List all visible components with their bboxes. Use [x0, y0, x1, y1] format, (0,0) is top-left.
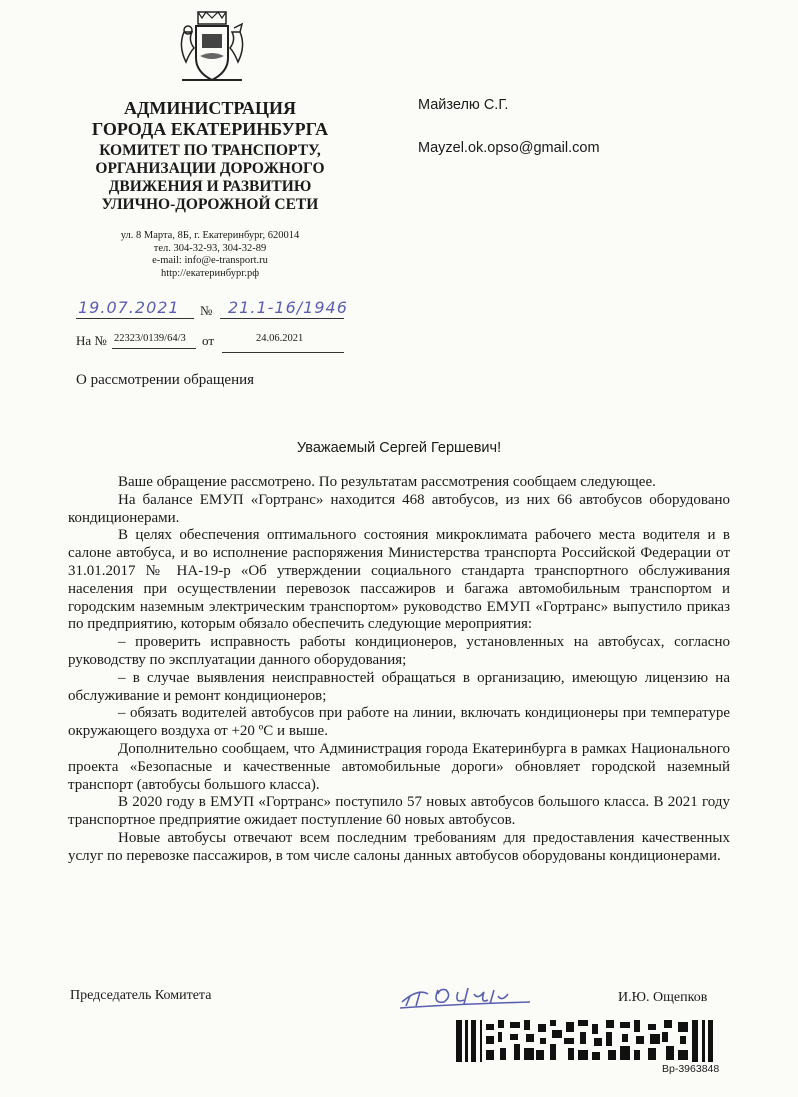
subject-line: О рассмотрении обращения	[76, 372, 255, 388]
document-code: Вр-3963848	[662, 1063, 720, 1075]
address: ул. 8 Марта, 8Б, г. Екатеринбург, 620014	[120, 230, 300, 241]
ref-date-line	[222, 352, 344, 353]
ref-label: На №	[76, 333, 107, 348]
greeting: Уважаемый Сергей Гершевич!	[296, 440, 502, 456]
barcode-icon	[456, 1018, 736, 1064]
outgoing-date: 19.07.2021	[78, 298, 180, 317]
ref-number-line	[112, 348, 196, 349]
letter-body	[68, 474, 730, 866]
ref-from-label: от	[202, 333, 215, 348]
website: http://екатеринбург.рф	[160, 267, 260, 279]
body-paragraph: В 2020 году в ЕМУП «Гортранс» поступило 57 новых автобусов большого класса. В 2021 году транспортное предприятие ожидает поступление 60 новых автобусов.	[68, 794, 730, 829]
handwritten-signature	[398, 980, 538, 1010]
outgoing-number: 21.1-16/1946	[228, 298, 348, 317]
committee-line: УЛИЧНО-ДОРОЖНОЙ СЕТИ	[101, 196, 319, 213]
body-paragraph: – проверить исправность работы кондиционеров, установленных на автобусах, согласно руководству по эксплуатации данного оборудования;	[68, 634, 730, 668]
committee-line: КОМИТЕТ ПО ТРАНСПОРТУ,	[99, 142, 321, 159]
date-line	[76, 318, 194, 319]
org-title-line1: АДМИНИСТРАЦИЯ	[123, 98, 297, 118]
body-paragraph: – в случае выявления неисправностей обращаться в организацию, имеющую лицензию на обслуживание и ремонт кондиционеров;	[68, 669, 730, 704]
body-paragraph: Новые автобусы отвечают всем последним требованиям для предоставления качественных услуг по перевозке пассажиров, в том числе салоны данных автобусов оборудованы кондиционерами.	[68, 829, 730, 864]
number-line	[220, 318, 344, 319]
org-email: e-mail: info@e-transport.ru	[152, 255, 268, 266]
org-title	[60, 98, 360, 140]
phone: тел. 304-32-93, 304-32-89	[153, 242, 267, 254]
city-emblem-icon	[176, 10, 248, 86]
recipient-email: Mayzel.ok.opso@gmail.com	[418, 140, 600, 156]
number-label: №	[200, 303, 213, 318]
committee-line: ОРГАНИЗАЦИИ ДОРОЖНОГО	[95, 160, 325, 177]
body-paragraph: Ваше обращение рассмотрено. По результатам рассмотрения сообщаем следующее.	[118, 474, 656, 490]
org-title-line2: ГОРОДА ЕКАТЕРИНБУРГА	[91, 119, 329, 139]
body-paragraph: На балансе ЕМУП «Гортранс» находится 468 автобусов, из них 66 автобусов оборудовано кондиционерами.	[68, 491, 730, 526]
body-paragraph: В целях обеспечения оптимального состояния микроклимата рабочего места водителя и в салоне автобуса, и во исполнение распоряжения Министерства транспорта Российской Федерации от 31.01.2017 № НА-19-р «Об утверждении социального стандарта транспортного обслуживания населения при осуществлении перевозок пассажиров и багажа автомобильным транспортом и городским наземным электрическим транспортом» руководство ЕМУП «Гортранс» выпустило приказ по предприятию, которым обязало обеспечить следующие мероприятия:	[68, 527, 730, 633]
contacts-block	[60, 230, 360, 280]
ref-number: 22323/0139/64/3	[114, 333, 186, 344]
body-paragraph: – обязать водителей автобусов при работе на линии, включать кондиционеры при температуре окружающего воздуха от +20 ºС и выше.	[68, 705, 730, 740]
ref-date: 24.06.2021	[256, 333, 304, 344]
committee-title	[60, 142, 360, 214]
signatory-title: Председатель Комитета	[70, 988, 212, 1003]
committee-line: ДВИЖЕНИЯ И РАЗВИТИЮ	[108, 178, 312, 195]
body-paragraph: Дополнительно сообщаем, что Администрация города Екатеринбурга в рамках Национального проекта «Безопасные и качественные автомобильные дороги» обновляет городской наземный транспорт (автобусы большого класса).	[68, 740, 730, 793]
signatory-name: И.Ю. Ощепков	[618, 990, 708, 1005]
recipient-name: Майзелю С.Г.	[418, 97, 509, 113]
